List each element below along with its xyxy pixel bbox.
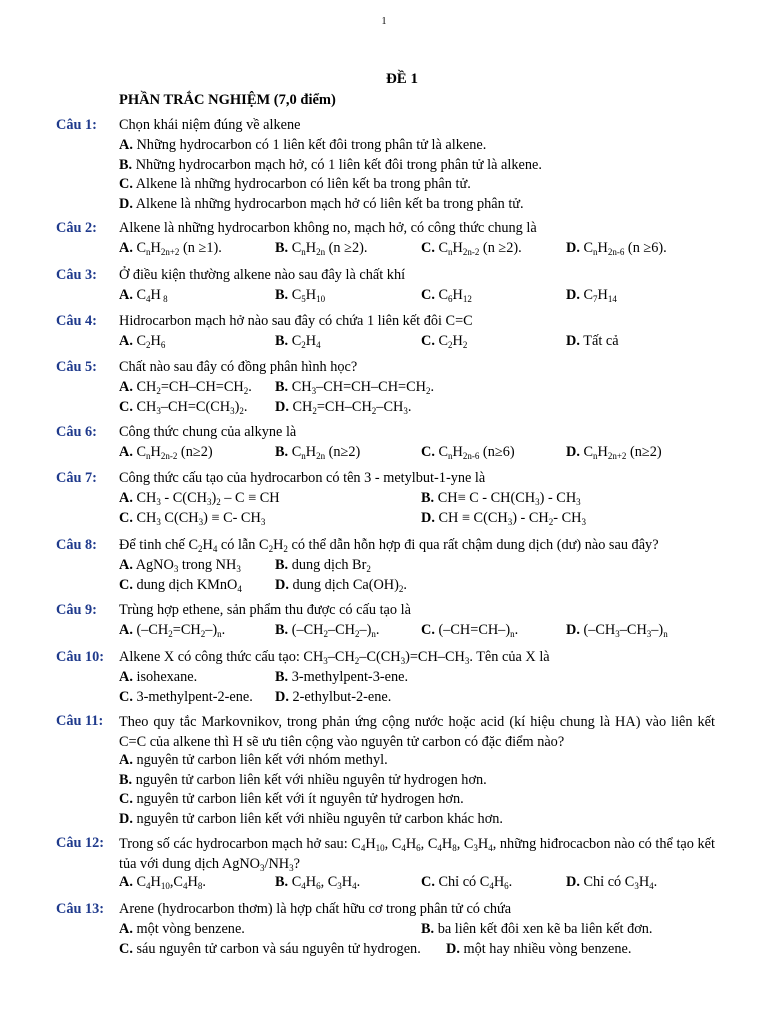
option-letter: D. [421,509,435,526]
option-letter: C. [119,176,133,192]
option-letter: C. [421,874,435,890]
option-letter: B. [275,444,289,460]
option-letter: B. [275,287,289,303]
question-label: Câu 13: [56,901,105,917]
option-text: $C_nH_{2n-2}$ (n≥2) [136,444,213,461]
answer-option-d[interactable] [119,811,503,828]
option-letter: D. [566,333,580,349]
answer-option-d[interactable] [275,399,411,416]
question-label: Câu 3: [56,267,97,283]
answer-option-c[interactable] [421,287,472,304]
option-letter: D. [275,688,289,705]
option-row [0,196,768,216]
option-letter: A. [119,379,133,395]
option-text: Alkene là những hydrocarbon có liên kết ba trong phân tử. [135,176,471,192]
option-row [0,287,768,307]
option-row [0,379,768,399]
answer-option-b[interactable] [275,557,371,574]
answer-option-d[interactable] [119,196,524,213]
question-stem: Công thức chung của alkyne là [119,424,297,440]
answer-option-d[interactable] [566,622,668,639]
option-letter: D. [275,576,289,593]
answer-option-a[interactable] [119,921,245,938]
answer-option-d[interactable] [275,577,407,594]
option-text: $(-CH_2=CH_2-)_n$. [136,622,226,639]
option-text: dung dịch $Br_2$ [291,557,371,574]
answer-option-b[interactable] [275,874,360,891]
option-letter: D. [566,622,580,638]
answer-option-c[interactable] [119,510,265,527]
option-letter: D. [119,810,133,827]
question-label: Câu 9: [56,602,97,618]
option-letter: A. [119,490,133,506]
option-letter: D. [275,398,289,415]
option-text: ba liên kết đôi xen kẽ ba liên kết đơn. [437,921,653,937]
question-stem: Chất nào sau đây có đồng phân hình học? [119,359,358,375]
option-text: $C_nH_{2n+2}$ (n ≥1). [136,240,222,257]
question-stem: Alkene là những hydrocarbon không no, mạch hở, có công thức chung là [119,220,537,236]
option-letter: C. [119,398,133,415]
option-row [0,240,768,260]
option-letter: A. [119,444,133,460]
option-text: nguyên tử carbon liên kết với nhiều nguyên tử carbon khác hơn. [136,810,503,827]
option-letter: A. [119,240,133,256]
option-text: Những hydrocarbon có 1 liên kết đôi trong phân tử là alkene. [136,137,487,153]
option-letter: D. [119,195,133,212]
answer-option-b[interactable] [275,240,367,257]
option-text: $C_4H_{10},C_4H_8$. [136,874,206,891]
option-row [0,490,768,510]
question-label: Câu 12: [56,835,105,851]
option-text: $C_nH_{2n+2}$ (n≥2) [583,444,662,461]
option-letter: C. [119,688,133,705]
question-stem: Arene (hydrocarbon thơm) là hợp chất hữu cơ trong phân tử có chứa [119,901,512,917]
option-row [0,772,768,792]
answer-option-c[interactable] [119,577,242,594]
option-text: AgNO$_3$ trong $NH_3$ [135,557,241,574]
question-stem: Hidrocarbon mạch hở nào sau đây có chứa 1 liên kết đôi C=C [119,313,473,329]
question-stem: Ở điều kiện thường alkene nào sau đây là chất khí [119,267,406,283]
answer-option-c[interactable] [421,874,512,891]
option-text: $C_2H_6$ [136,333,166,350]
answer-option-d[interactable] [275,689,391,706]
question-label: Câu 8: [56,537,97,553]
option-letter: A. [119,333,133,349]
option-letter: B. [119,156,133,173]
option-text: $C_nH_{2n-2}$ (n ≥2). [438,240,522,257]
option-letter: B. [275,669,289,685]
option-letter: B. [275,874,289,890]
option-letter: A. [119,669,133,685]
answer-option-a[interactable] [119,444,213,461]
answer-option-a[interactable] [119,874,206,891]
option-row [0,811,768,831]
answer-option-a[interactable] [119,333,165,350]
question-stem: Theo quy tắc Markovnikov, trong phản ứng cộng nước hoặc acid (kí hiệu chung là HA) vào liên kết C=C của alkene thì H sẽ ưu tiên cộng vào nguyên tử carbon có đặc điểm nào? [119,714,715,750]
option-text: $(-CH_3-CH_3-)_n$ [583,622,668,639]
question-label: Câu 7: [56,470,97,486]
question-stem: Chọn khái niệm đúng về alkene [119,117,301,133]
option-letter: D. [566,240,580,256]
answer-option-d[interactable] [566,240,667,257]
option-text: 3-methylpent-3-ene. [291,669,409,685]
option-text: $CH_3-CH=C(CH_3)_2$. [136,398,248,416]
option-text: $C_nH_{2n-6}$ (n ≥6). [583,240,667,257]
question-stem: Trùng hợp ethene, sản phẩm thu được có cấu tạo là [119,602,411,618]
answer-option-a[interactable] [119,622,225,639]
question-stem: Alkene X có công thức cấu tạo: $CH_3-CH_2-C(CH_3)=CH-CH_3$. Tên của X là [119,649,550,666]
option-text: $(-CH_2-CH_2-)_n$. [291,622,380,639]
option-text: $CH_3$ $C(CH_3) \equiv C-$ $CH_3$ [136,509,266,527]
option-letter: B. [275,557,289,573]
option-text: $CH_2=CH-CH=CH_2$. [136,379,252,396]
option-row [0,669,768,689]
answer-option-b[interactable] [119,772,487,789]
option-letter: C. [421,240,435,256]
option-text: Những hydrocarbon mạch hở, có 1 liên kết đôi trong phân tử là alkene. [135,156,542,173]
option-text: $C_5H_{10}$ [291,287,326,304]
option-row [0,557,768,577]
answer-option-d[interactable] [566,333,619,350]
option-letter: A. [119,137,133,153]
option-text: 3-methylpent-2-ene. [136,688,253,705]
option-row [0,874,768,894]
answer-option-a[interactable] [119,490,280,507]
answer-option-a[interactable] [119,752,388,769]
page-number: 1 [381,16,387,27]
option-text: $CH_2=CH-CH_2-CH_3$. [292,398,412,416]
question-label: Câu 2: [56,220,97,236]
answer-option-c[interactable] [421,333,467,350]
option-row [0,176,768,196]
option-letter: A. [119,557,133,573]
option-row [0,689,768,709]
answer-option-b[interactable] [275,333,321,350]
option-row [0,333,768,353]
option-text: $C_nH_{2n}$ (n≥2) [291,444,361,461]
option-text: $C_6H_{12}$ [438,287,472,304]
option-letter: B. [119,771,133,788]
question-label: Câu 1: [56,117,97,133]
answer-option-b[interactable] [421,921,653,938]
option-text: $C_nH_{2n-6}$ (n≥6) [438,444,515,461]
option-text: Chỉ có $C_3H_4$. [583,874,658,891]
question-label: Câu 10: [56,649,105,665]
option-text: Tất cả [583,333,619,349]
answer-option-a[interactable] [119,669,197,686]
option-text: $C_7H_{14}$ [583,287,617,304]
option-letter: D. [566,874,580,890]
option-text: dung dịch KMnO$_4$ [136,576,242,594]
option-text: $C_nH_{2n}$ (n ≥2). [291,240,368,257]
option-text: Chỉ có $C_4H_6$. [438,874,513,891]
answer-option-c[interactable] [119,176,471,193]
option-letter: A. [119,921,133,937]
option-letter: B. [275,240,289,256]
option-row [0,137,768,157]
option-letter: D. [446,940,460,957]
option-letter: A. [119,752,133,768]
question-stem: Trong số các hydrocarbon mạch hở sau: $C_4H_{10}$, $C_4H_6$, $C_4H_8$, $C_3H_4$, những hiđrocacbon nào có thể tạo kết tủa với dung dịch $AgNO_3/NH_3$? [119,836,715,873]
option-row [0,921,768,941]
option-letter: C. [421,444,435,460]
option-letter: C. [119,940,133,957]
exam-title: ĐỀ 1 [385,71,419,87]
option-letter: D. [566,287,580,303]
option-text: nguyên tử carbon liên kết với nhiều nguyên tử hydrogen hơn. [135,771,487,788]
option-letter: B. [275,379,289,395]
option-text: $C_4H$ $_8$ [136,287,168,304]
answer-option-d[interactable] [566,874,657,891]
answer-option-b[interactable] [275,669,408,686]
option-row [0,399,768,419]
option-text: Alkene là những hydrocarbon mạch hở có liên kết ba trong phân tử. [135,195,524,212]
option-letter: C. [119,791,133,807]
answer-option-a[interactable] [119,379,252,396]
option-letter: C. [421,622,435,638]
option-text: 2-ethylbut-2-ene. [292,688,392,705]
answer-option-c[interactable] [119,941,421,958]
question-stem: Công thức cấu tạo của hydrocarbon có tên 3 - metylbut-1-yne là [119,470,486,486]
option-text: $CH\equiv C - CH(CH_3) - CH_3$ [437,490,581,507]
option-letter: B. [275,622,289,638]
option-letter: C. [119,509,133,526]
answer-option-d[interactable] [421,510,586,527]
answer-option-d[interactable] [566,444,662,461]
question-label: Câu 4: [56,313,97,329]
option-text: sáu nguyên tử carbon và sáu nguyên tử hydrogen. [136,940,421,957]
option-row [0,941,768,961]
answer-option-b[interactable] [275,287,325,304]
option-letter: C. [421,287,435,303]
option-text: $C_4H_6$, $C_3H_4$. [291,874,361,891]
answer-option-a[interactable] [119,240,222,257]
option-letter: C. [421,333,435,349]
answer-option-b[interactable] [275,379,434,396]
question-label: Câu 6: [56,424,97,440]
answer-option-b[interactable] [421,490,581,507]
option-row [0,791,768,811]
answer-option-c[interactable] [119,791,464,808]
answer-option-d[interactable] [566,287,617,304]
answer-option-b[interactable] [275,622,380,639]
option-row [0,510,768,530]
answer-option-c[interactable] [119,399,247,416]
option-letter: B. [421,921,435,937]
answer-option-d[interactable] [446,941,631,958]
option-letter: B. [421,490,435,506]
option-text: CH ≡ $C(CH_3) - CH_2-$ $CH_3$ [438,509,586,527]
question-label: Câu 5: [56,359,97,375]
answer-option-b[interactable] [275,444,360,461]
option-text: $(-CH=CH-)_n$. [438,622,519,639]
option-row [0,577,768,597]
question-label: Câu 11: [56,713,104,729]
answer-option-a[interactable] [119,287,168,304]
option-text: $CH_3 - C(CH_3)_2$ – C ≡ CH [136,490,280,507]
option-text: $C_2H_2$ [438,333,468,350]
option-row [0,622,768,642]
option-text: nguyên tử carbon liên kết với nhóm methyl. [136,752,388,768]
answer-option-b[interactable] [119,157,542,174]
answer-option-c[interactable] [421,240,522,257]
option-letter: B. [275,333,289,349]
option-letter: C. [119,576,133,593]
option-letter: A. [119,287,133,303]
section-title: PHẦN TRẮC NGHIỆM (7,0 điểm) [119,92,336,108]
answer-option-a[interactable] [119,557,241,574]
answer-option-a[interactable] [119,137,486,154]
option-text: một vòng benzene. [136,921,245,937]
option-letter: D. [566,444,580,460]
option-row [0,444,768,464]
option-row [0,157,768,177]
answer-option-c[interactable] [119,689,253,706]
answer-option-c[interactable] [421,444,515,461]
option-text: isohexane. [136,669,198,685]
option-letter: A. [119,874,133,890]
option-text: dung dịch $Ca(OH)_2$. [292,576,407,594]
answer-option-c[interactable] [421,622,518,639]
option-row [0,752,768,772]
option-text: $C_2H_4$ [291,333,321,350]
option-text: $CH_3-CH=CH-CH=CH_2$. [291,379,435,396]
option-text: một hay nhiều vòng benzene. [463,940,632,957]
option-text: nguyên tử carbon liên kết với ít nguyên tử hydrogen hơn. [136,791,464,807]
option-letter: A. [119,622,133,638]
question-stem: Để tinh chế $C_2H_4$ có lẫn $C_2H_2$ có thể dẫn hỗn hợp đi qua rất chậm dung dịch (dư) nào sau đây? [119,537,659,554]
